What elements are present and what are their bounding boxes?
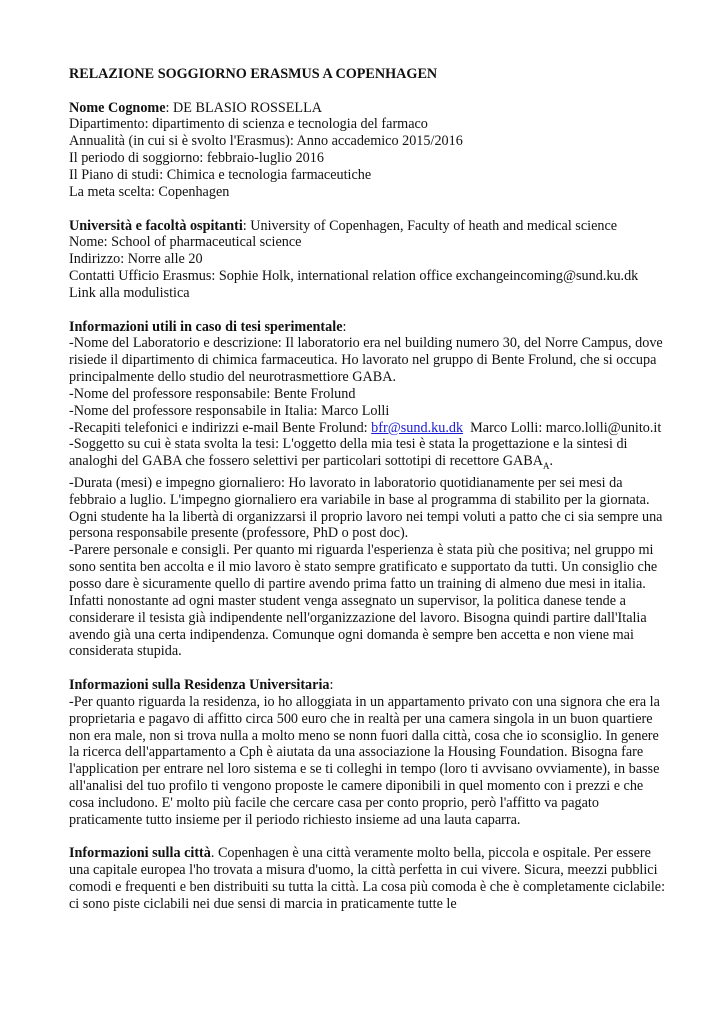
subscript: A [542, 461, 550, 472]
thesis-subject-end: . [549, 453, 554, 470]
residence-section [69, 677, 669, 829]
document-page [69, 66, 669, 913]
heading-colon: : [329, 677, 334, 694]
host-university-section [69, 218, 669, 302]
city-text: . Copenhagen è una città veramente molto bella, piccola e ospitale. Per essere una capitale europea l'ho trovata a misura d'uomo, la città perfetta in cui vivere. Sicura, meezzi pubblici comodi e frequenti e ben distribuiti su tutta la città. La cosa più comoda è che è completamente ciclabile: ci sono piste ciclabili nei due sensi di marcia in praticamente tutte le [69, 845, 666, 912]
student-name-label: Nome Cognome [69, 99, 166, 116]
study-plan-line: Il Piano di studi: Chimica e tecnologia farmaceutiche [69, 167, 372, 184]
thesis-professor-line: -Nome del professore responsabile: Bente Frolund [69, 385, 356, 402]
host-university-value: : University of Copenhagen, Faculty of heath and medical science [242, 217, 618, 234]
email-link[interactable]: bfr@sund.ku.dk [371, 419, 464, 436]
heading-colon: : [342, 318, 347, 335]
thesis-contacts-paragraph [69, 420, 669, 437]
thesis-section [69, 319, 669, 661]
spacer [69, 660, 669, 677]
thesis-subject-paragraph [69, 436, 669, 475]
host-university-label: Università e facoltà ospitanti [69, 217, 243, 234]
thesis-heading [69, 319, 669, 336]
residence-paragraph: -Per quanto riguarda la residenza, io ho alloggiata in un appartamento privato con una signora che era la proprietaria e pagavo di affitto circa 500 euro che in realtà per una camera singola in un buon quartiere non era male, non si trova nulla a molto meno se nonn fuori dalla città, cosa che io sconsiglio. In genere la ricerca dell'appartamento a Cph è aiutata da una associazione la Housing Foundation. Bisogna fare l'application per entrare nel loro sistema e se ti colleghi in tempo (loro ti avvisano ovviamente), in basse all'analisi del tuo profilo ti vengono proposte le camere diponibili in quel momento con i prezzi e che cosa includono. E' molto più facile che cercare casa per conto proprio, però l'affitto va pagato praticamente tutto insieme per il periodo richiesto insieme ad una lauta caparra. [69, 693, 660, 828]
thesis-subject-text: -Soggetto su cui è stata svolta la tesi: L'oggetto della mia tesi è stata la progettazione e la sintesi di analoghi del GABA che fossero selettivi per particolari sottotipi di recettore GABA [69, 436, 628, 470]
student-info-section [69, 100, 669, 201]
spacer [69, 83, 669, 100]
thesis-duration-paragraph: -Durata (mesi) e impegno giornaliero: Ho lavorato in laboratorio quotidianamente per sei mesi da febbraio a luglio. L'impegno giornaliero era variabile in base al programma di stabilito per la giornata. Ogni studente ha la libertà di organizzarsi il proprio lavoro nei tempi voluti a patto che ci sia sempre una persona responsabile presente (professore, PhD o post doc). [69, 474, 663, 542]
erasmus-office-contacts-line: Contatti Ufficio Erasmus: Sophie Holk, international relation office exchangeincoming@sund.ku.dk [69, 268, 639, 285]
forms-link-line: Link alla modulistica [69, 284, 190, 301]
document-title: RELAZIONE SOGGIORNO ERASMUS A COPENHAGEN [69, 66, 438, 82]
host-university-line [69, 218, 669, 235]
thesis-opinion-paragraph: -Parere personale e consigli. Per quanto mi riguarda l'esperienza è stata più che positiva; nel gruppo mi sono sentita ben accolta e il mio lavoro è stato sempre gratificato e supportato da tutti. Un consiglio che posso dare è sicuramente quello di partire avendo prima fatto un training di almeno due mesi in italia. Infatti nonostante ad ogni master student venga assegnato un supervisor, la politica danese tende a considerare il tesista già indipendente nell'organizzazione del lavoro. Bisogna quindi partire dall'Italia avendo già una certa indipendenza. Comunque ogni domanda è sempre ben accetta e non viene mai considerata stupida. [69, 542, 658, 660]
city-heading-label: Informazioni sulla città [69, 845, 211, 862]
residence-heading [69, 677, 669, 694]
residence-heading-label: Informazioni sulla Residenza Universitaria [69, 677, 330, 694]
academic-year-line: Annualità (in cui si è svolto l'Erasmus): Anno accademico 2015/2016 [69, 133, 463, 150]
thesis-professor-italy-line: -Nome del professore responsabile in Italia: Marco Lolli [69, 402, 390, 419]
spacer [69, 201, 669, 218]
department-line: Dipartimento: dipartimento di scienza e tecnologia del farmaco [69, 116, 428, 133]
thesis-contacts-prefix: -Recapiti telefonici e indirizzi e-mail Bente Frolund: [69, 419, 372, 436]
city-paragraph [69, 845, 669, 912]
thesis-contacts-suffix: Marco Lolli: marco.lolli@unito.it [463, 419, 662, 436]
destination-line: La meta scelta: Copenhagen [69, 183, 230, 200]
thesis-heading-label: Informazioni utili in caso di tesi sperimentale [69, 318, 343, 335]
thesis-lab-paragraph: -Nome del Laboratorio e descrizione: Il laboratorio era nel building numero 30, del Norre Campus, dove risiede il dipartimento di chimica farmaceutica. Ho lavorato nel gruppo di Bente Frolund, che si occupa principalmente dello studio del neurotrasmettiore GABA. [69, 335, 663, 386]
student-name-value: : DE BLASIO ROSSELLA [165, 99, 323, 116]
student-name-line [69, 100, 669, 117]
address-line: Indirizzo: Norre alle 20 [69, 251, 203, 268]
school-name-line: Nome: School of pharmaceutical science [69, 234, 302, 251]
stay-period-line: Il periodo di soggiorno: febbraio-luglio 2016 [69, 150, 324, 167]
spacer [69, 302, 669, 319]
spacer [69, 829, 669, 846]
city-section [69, 845, 669, 912]
